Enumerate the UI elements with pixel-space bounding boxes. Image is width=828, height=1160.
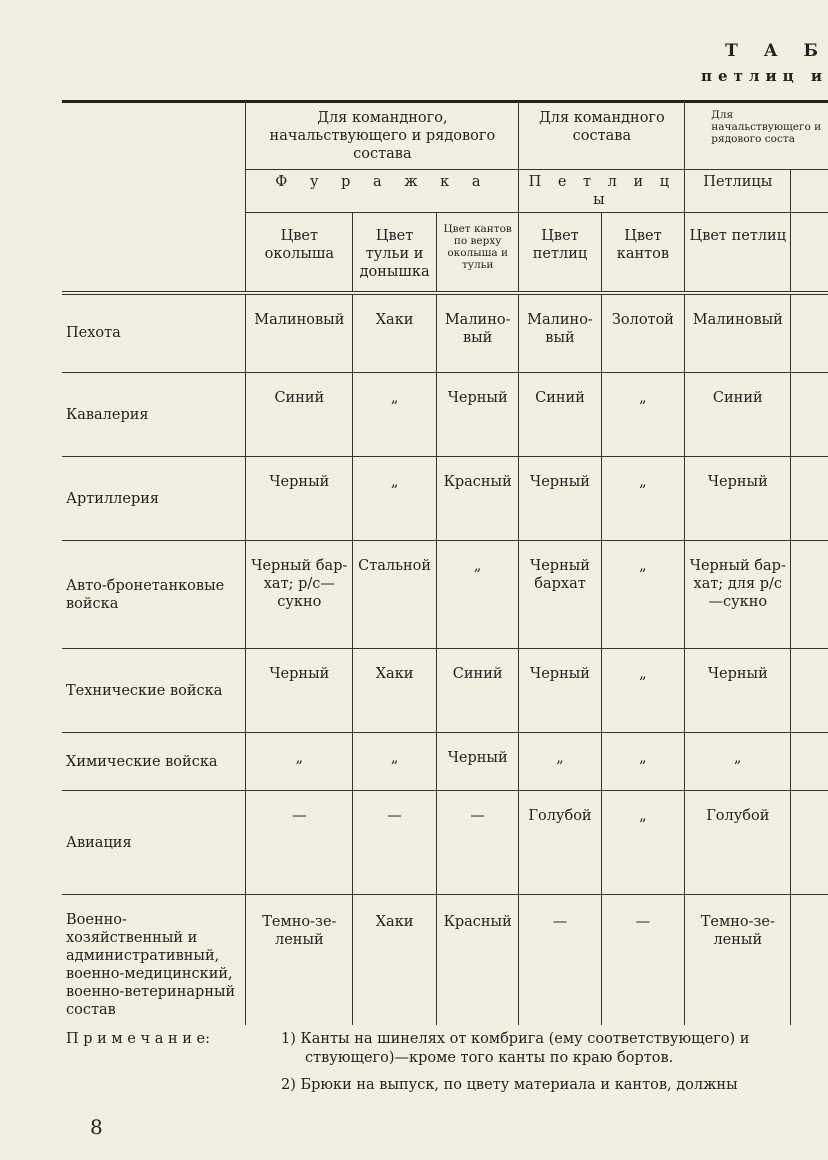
table-row [62,293,828,373]
table-row [62,457,828,541]
table-cell: Черный [685,649,791,733]
col-header: Цвет тульи и донышка [353,213,437,293]
note-item: 1) Канты на шинелях от комбрига (ему соответствующего) и ствующего)—кроме того канты по краю бортов. [281,1031,750,1066]
table-row [62,649,828,733]
table-cell: „ [353,733,437,791]
table-row [62,895,828,1026]
table-cell: Красный [436,895,519,1026]
table-cell: Черный [436,373,519,457]
note-item: 2) Брюки на выпуск, по цвету материала и кантов, должны [281,1077,738,1093]
row-label: Химические войска [62,733,246,791]
table-cell-cut [791,373,828,457]
table-cell: Черный [519,649,601,733]
table-cell: Малино-вый [436,293,519,373]
header-group-1: Для командного, начальствующего и рядового состава [246,102,519,170]
table-cell: Стальной [353,541,437,649]
header-sub-petlitsy: П е т л и ц ы [519,170,685,213]
table-cell: — [436,791,519,895]
table-cell-cut [791,457,828,541]
table-cell-cut [791,791,828,895]
row-label: Авиация [62,791,246,895]
table-subtitle: петлиц и [701,67,828,85]
table-cell: Хаки [353,293,437,373]
table-cell: „ [519,733,601,791]
table-cell: Синий [685,373,791,457]
header-sub-furazhka: Ф у р а ж к а [246,170,519,213]
col-header: Цвет околыша [246,213,353,293]
table-cell: Хаки [353,895,437,1026]
table-cell: — [519,895,601,1026]
row-label: Артиллерия [62,457,246,541]
table-cell: „ [353,373,437,457]
row-label: Авто-бронетанковые войска [62,541,246,649]
header-group-3: Для начальствующего и рядового соста [685,102,828,170]
table-cell: Черный бар-хат; для р/с—сукно [685,541,791,649]
table-cell: Синий [436,649,519,733]
table-cell: Черный бар-хат; р/с—сукно [246,541,353,649]
table-cell: „ [601,791,685,895]
table-cell: — [601,895,685,1026]
table-cell: Хаки [353,649,437,733]
header-cell-cut [791,213,828,293]
table-cell: „ [601,649,685,733]
table-row [62,373,828,457]
col-header: Цвет петлиц [519,213,601,293]
table-cell: Голубой [685,791,791,895]
table-cell-cut [791,293,828,373]
table-row [62,541,828,649]
col-header: Цвет кантов [601,213,685,293]
table-cell: Красный [436,457,519,541]
col-header: Цвет кантов по верху околыша и тульи [436,213,519,293]
table-cell: Синий [519,373,601,457]
table-cell: „ [436,541,519,649]
table-cell: Черный [685,457,791,541]
page-number: 8 [90,1115,103,1139]
table-title: Т А Б [725,41,828,61]
table-cell-cut [791,733,828,791]
table-cell-cut [791,649,828,733]
table-cell: Малиновый [246,293,353,373]
table-cell: Черный [519,457,601,541]
table-cell: „ [601,541,685,649]
table-cell: Черный бархат [519,541,601,649]
table-cell: Золотой [601,293,685,373]
row-label: Технические войска [62,649,246,733]
header-sub-petlitsy-2: Петлицы [685,170,791,213]
header-corner [62,102,246,293]
table-cell-cut [791,895,828,1026]
table-cell: Синий [246,373,353,457]
table-cell: Черный [246,457,353,541]
table-cell: „ [601,457,685,541]
table-cell: „ [246,733,353,791]
header-group-2: Для командного состава [519,102,685,170]
col-header: Цвет петлиц [685,213,791,293]
table-row [62,733,828,791]
table-cell: „ [601,373,685,457]
table-cell: „ [685,733,791,791]
table-cell: — [353,791,437,895]
table-cell: Темно-зе-леный [246,895,353,1026]
table-cell: Малиновый [685,293,791,373]
note-label: П р и м е ч а н и е: [66,1031,210,1047]
table-cell: Черный [436,733,519,791]
uniform-colors-table [62,100,828,1025]
row-label: Кавалерия [62,373,246,457]
table-cell-cut [791,541,828,649]
table-cell: Голубой [519,791,601,895]
table-row [62,791,828,895]
table-cell: Черный [246,649,353,733]
table-cell: Малино-вый [519,293,601,373]
table-cell: „ [353,457,437,541]
header-cell-cut [791,170,828,213]
row-label: Пехота [62,293,246,373]
row-label: Военно-хозяйственный и административный, военно-медицинский, военно-ветеринарный состав [62,895,246,1026]
table-cell: „ [601,733,685,791]
table-cell: — [246,791,353,895]
table-cell: Темно-зе-леный [685,895,791,1026]
